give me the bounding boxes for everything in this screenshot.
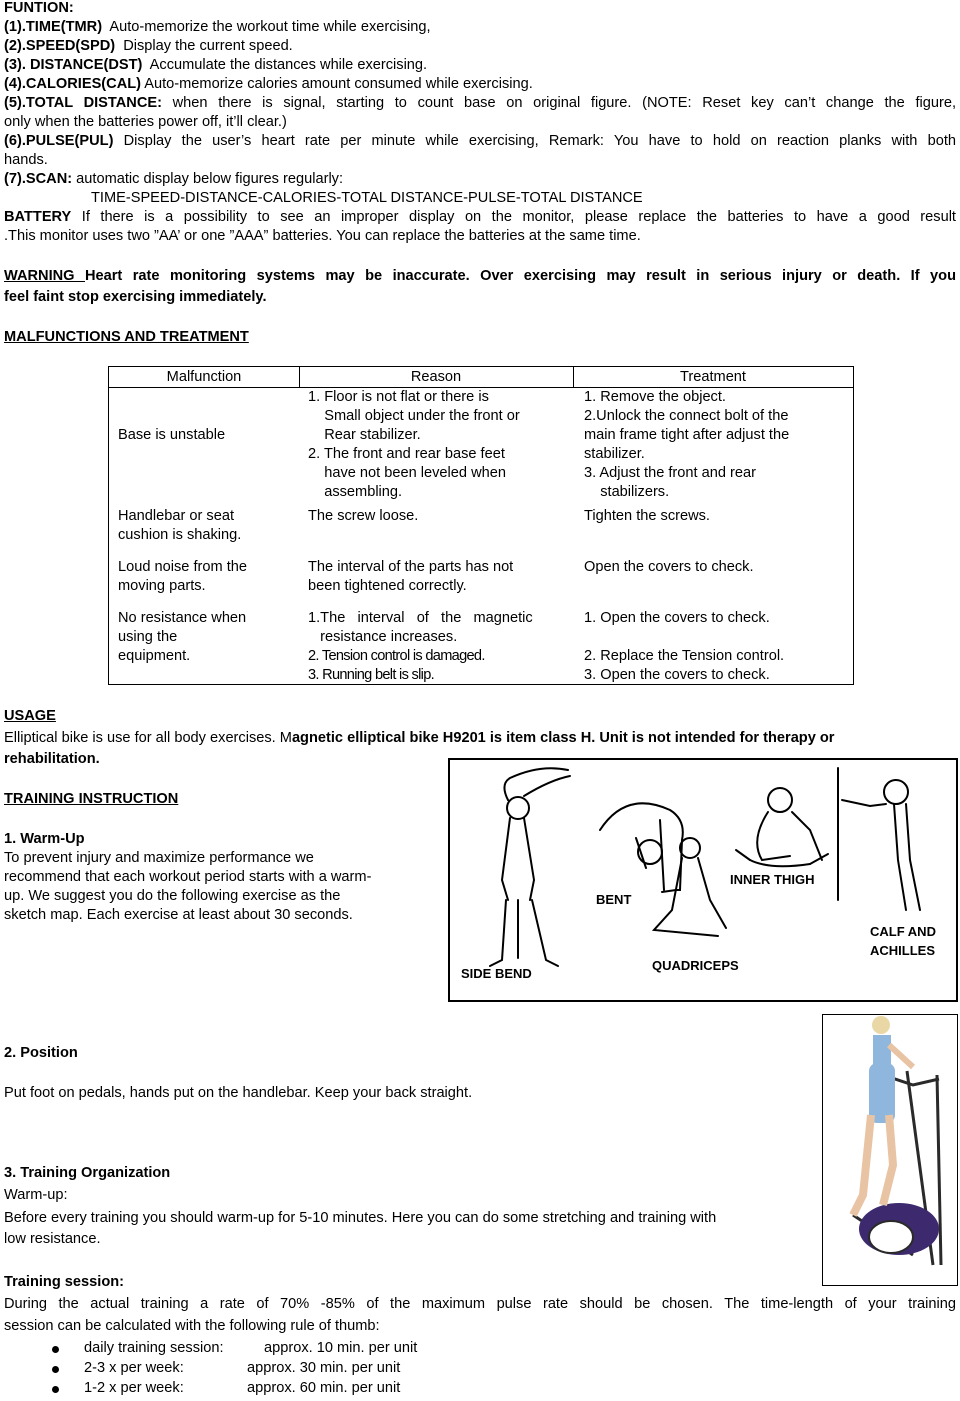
schedule-frequency: daily training session: xyxy=(84,1340,224,1356)
position-text: Put foot on pedals, hands put on the handlebar. Keep your back straight. xyxy=(4,1085,473,1101)
table-cell-treatment: Tighten the screws. xyxy=(584,508,710,524)
warmup-sub-line-1: Before every training you should warm-up for 5-10 minutes. Here you can do some stretching and training with xyxy=(4,1210,717,1226)
column-header-malfunction: Malfunction xyxy=(166,369,242,385)
battery-text: If there is a possibility to see an improper display on the monitor, please replace the batteries to have a good result xyxy=(71,209,956,225)
table-cell-malfunction: Loud noise from the moving parts. xyxy=(118,559,247,594)
table-cell-reason: The interval of the parts has not been tightened correctly. xyxy=(308,559,514,594)
function-label: (1).TIME(TMR) xyxy=(4,19,103,35)
schedule-duration: approx. 30 min. per unit xyxy=(247,1360,401,1376)
label-quadriceps: QUADRICEPS xyxy=(652,958,739,973)
warmup-title: 1. Warm-Up xyxy=(4,831,85,847)
warning-line-2: feel faint stop exercising immediately. xyxy=(4,289,267,305)
warmup-text: To prevent injury and maximize performance we xyxy=(4,850,314,866)
label-bent: BENT xyxy=(596,892,632,907)
battery-label: BATTERY xyxy=(4,209,72,225)
usage-line-1: Elliptical bike is use for all body exercises. Magnetic elliptical bike H9201 is item class H. Unit is not intended for therapy or xyxy=(4,730,835,746)
organization-title: 3. Training Organization xyxy=(4,1165,171,1181)
function-item-7 xyxy=(4,170,343,189)
warmup-subtitle: Warm-up: xyxy=(4,1187,68,1203)
bullet-icon xyxy=(52,1366,59,1373)
battery-line-2: .This monitor uses two ”AA’ or one ”AAA” batteries. You can replace the batteries at the same time. xyxy=(4,228,641,244)
column-header-treatment: Treatment xyxy=(680,369,746,385)
function-label: (2).SPEED(SPD) xyxy=(4,38,116,54)
function-item-6-cont: hands. xyxy=(4,152,48,168)
table-cell-malfunction: Handlebar or seat cushion is shaking. xyxy=(118,508,242,543)
training-heading: TRAINING INSTRUCTION xyxy=(4,791,179,807)
function-text: Display the current speed. xyxy=(115,38,293,54)
elliptical-bike-photo xyxy=(822,1014,958,1286)
table-cell-treatment: Open the covers to check. xyxy=(584,559,754,575)
function-text: Accumulate the distances while exercising. xyxy=(142,57,428,73)
stretch-sketches xyxy=(450,760,956,1000)
function-item-2 xyxy=(4,37,293,56)
table-cell-malfunction: Base is unstable xyxy=(118,427,226,443)
schedule-frequency: 1-2 x per week: xyxy=(84,1380,184,1396)
battery-line-1 xyxy=(4,208,956,227)
side-bend-figure xyxy=(490,768,570,966)
warning-text: Heart rate monitoring systems may be inaccurate. Over exercising may result in serious injury or death. If you xyxy=(84,268,956,284)
warmup-text: sketch map. Each exercise at least about 30 seconds. xyxy=(4,907,353,923)
bent-figure xyxy=(600,803,683,892)
function-text: Auto-memorize calories amount consumed while exercising. xyxy=(141,76,533,92)
table-cell-reason: 1. Floor is not flat or there is Small object under the front or Rear stabilizer. 2. The front and rear base feet have not been leveled when assembling. xyxy=(308,389,520,500)
bullet-icon xyxy=(52,1386,59,1393)
function-item-5-cont: only when the batteries power off, it’ll clear.) xyxy=(4,114,287,130)
label-inner-thigh: INNER THIGH xyxy=(730,872,815,887)
schedule-duration: approx. 60 min. per unit xyxy=(247,1380,401,1396)
table-cell-malfunction: No resistance when using the equipment. xyxy=(118,610,247,664)
usage-line-2: rehabilitation. xyxy=(4,751,100,767)
function-item-4 xyxy=(4,75,533,94)
label-side-bend: SIDE BEND xyxy=(461,966,532,981)
function-text: Auto-memorize the workout time while exercising, xyxy=(102,19,431,35)
function-label: (5).TOTAL DISTANCE: xyxy=(4,95,162,111)
bullet-icon xyxy=(52,1346,59,1353)
warmup-text: up. We suggest you do the following exercise as the xyxy=(4,888,341,904)
session-line-1: During the actual training a rate of 70% -85% of the maximum pulse rate should be chosen. The time-length of your training xyxy=(4,1296,956,1312)
divider xyxy=(573,367,574,387)
warning-label: WARNING xyxy=(4,268,85,284)
session-title: Training session: xyxy=(4,1274,125,1290)
function-text: when there is signal, starting to count base on original figure. (NOTE: Reset key can’t change the figure, xyxy=(161,95,957,111)
function-item-5 xyxy=(4,94,956,113)
function-label: (6).PULSE(PUL) xyxy=(4,133,114,149)
function-item-3 xyxy=(4,56,427,75)
column-header-reason: Reason xyxy=(410,369,462,385)
warmup-sub-line-2: low resistance. xyxy=(4,1231,101,1247)
divider xyxy=(299,367,300,387)
table-cell-treatment: 1. Remove the object. 2.Unlock the connect bolt of the main frame tight after adjust the stabilizer. 3. Adjust the front and rear stabilizers. xyxy=(584,389,790,500)
function-text: Display the user’s heart rate per minute while exercising, Remark: You have to hold on reaction planks with both xyxy=(113,133,956,149)
schedule-duration: approx. 10 min. per unit xyxy=(264,1340,418,1356)
function-label: (3). DISTANCE(DST) xyxy=(4,57,143,73)
malfunctions-heading: MALFUNCTIONS AND TREATMENT xyxy=(4,329,249,345)
inner-thigh-figure xyxy=(736,788,828,866)
funtion-title: FUNTION: xyxy=(4,0,74,16)
schedule-frequency: 2-3 x per week: xyxy=(84,1360,184,1376)
table-cell-reason: 1.The interval of the magnetic resistance increases. 2. Tension control is damaged. 3. Running belt is slip. xyxy=(308,610,533,683)
calf-achilles-figure xyxy=(838,768,920,910)
function-label: (7).SCAN: xyxy=(4,171,73,187)
bike-illustration xyxy=(823,1015,957,1285)
table-cell-reason: The screw loose. xyxy=(308,508,419,524)
table-header-row xyxy=(109,367,853,388)
session-line-2: session can be calculated with the following rule of thumb: xyxy=(4,1318,380,1334)
position-title: 2. Position xyxy=(4,1045,78,1061)
label-calf: CALF AND xyxy=(870,924,936,939)
usage-heading: USAGE xyxy=(4,708,56,724)
table-cell-treatment: 1. Open the covers to check. 2. Replace the Tension control. 3. Open the covers to check. xyxy=(584,610,785,683)
malfunction-table xyxy=(108,366,854,685)
scan-sequence: TIME-SPEED-DISTANCE-CALORIES-TOTAL DISTANCE-PULSE-TOTAL DISTANCE xyxy=(91,190,643,206)
label-achilles: ACHILLES xyxy=(870,943,935,958)
function-label: (4).CALORIES(CAL) xyxy=(4,76,142,92)
warmup-text: recommend that each workout period starts with a warm- xyxy=(4,869,372,885)
function-item-6 xyxy=(4,132,956,151)
function-text: automatic display below figures regularly: xyxy=(72,171,344,187)
stretch-exercises-figure xyxy=(448,758,958,1002)
warning-line-1 xyxy=(4,266,956,286)
function-item-1 xyxy=(4,18,431,37)
